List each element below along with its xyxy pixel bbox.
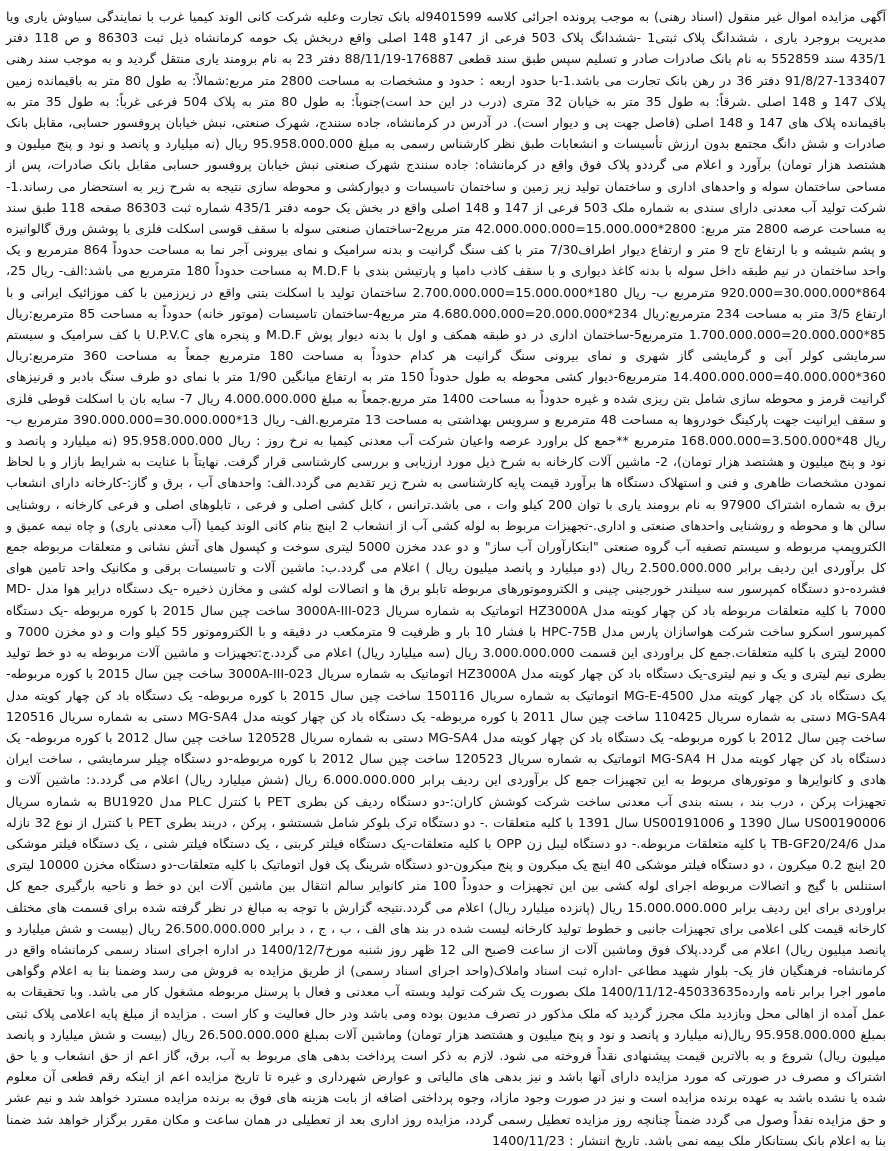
- publish-date: 1400/11/23: [492, 1132, 565, 1148]
- auction-notice: [6, 6, 886, 1151]
- notice-body: آگهی مزایده اموال غیر منقول (اسناد رهنی) به موجب پرونده اجرائی کلاسه 9401599له بانک تجارت وعلیه شرکت کانی الوند کیمیا غرب با نمایندگی سیاوش یاری ویا مدیریت بروجرد یاری ، ششدانگ پلاک ثبتی1 -ششدانگ پلاک 503 فرعی از 147و 148 اصلی واقع دربخش یک حومه کرمانشاه ذیل ثبت 86303 و ص 118 دفتر 435/1 سند 552859 به نام بانک صادرات صادر و تسلیم سپس طبق سند قطعی 176887-88/11/19 دفتر 23 به نام برومند یاری منتقل گردید و به موجب سند رهنی 133407-91/8/27 دفتر 36 در رهن بانک تجارت می باشد.1-با حدود اربعه : حدود و مشخصات به مساحت 2800 متر مربع:شمالاً: به طول 80 متر به باقیمانده زمین پلاک 147 و 148 اصلی .شرقاً: به طول 35 متر به خیابان 32 متری (درب در این حد است)جنوباً: به طول 80 متر به پلاک 504 فرعی غرباً: به طول 35 متر به باقیمانده پلاک های 147 و 148 اصلی (فاصل جهت پی و دیوار است). در آدرس در کرمانشاه، جاده سنندج، شهرک صنعتی، نبش خیابان پروفسور حسابی، مقابل بانک صادرات و شش دانگ مجتمع بدون ارزش تأسیسات و انشعابات طبق نظر کارشناس رسمی به مبلغ 95.958.000.000 ریال (نه میلیارد و پانصد و نود و پنج میلیون و هشتصد هزار تومان) برآورد و اعلام می گرددو پلاک فوق واقع در کرمانشاه: جاده سنندج شهرک صنعتی نبش خیابان پروفسور حسابی مقابل بانک صادرات، پس از مساحی ساختمان سوله و واحدهای اداری و ساختمان تولید زیر زمین و ساختمان تاسیسات و دیوارکشی و محوطه سازی نتیجه به شرح زیر به استحضار می رساند.1-شرکت تولید آب معدنی دارای سندی به شماره ملک 503 فرعی از 147 و 148 اصلی واقع در بخش یک حومه دفتر 435/1 شماره ثبت 86303 صفحه 118 طبق سند به مساحت عرصه 2800 متر مربع: 2800*15.000.000=42.000.000.000 متر مربع2-ساختمان صنعتی سوله با سقف قوسی اسکلت فلزی با پوشش ورق گالوانیزه و پشم شیشه و با ارتفاع تاج 9 متر و ارتفاع دیوار اطراف7/30 متر با کف سنگ گرانیت و بدنه سرامیک و نمای بیرونی آجر نما به مساحت حدوداً 864 مترمربع و یک واحد ساختمان در نیم طبقه داخل سوله با بدنه کاغذ دیواری و با سقف کاذب دامپا و پارتیشن بندی با M.D.F به مساحت حدوداً 180 مترمربع می باشد:الف- ریال 25، 864*30.000.000=920.000 مترمربع ب- ریال 180*15.000.000=2.700.000.000 ساختمان تولید با اسکلت بتنی واقع در زیرزمین با کف موزائیک ایرانی و با ارتفاع 3/5 متر به مساحت 234 مترمربع:ریال 234*20.000.000=4.680.000.000 متر مربع4-ساختمان تاسیسات (موتور خانه) حدوداً به مساحت 85 مترمربع:ریال 85*20.000.000=1.700.000.000 مترمربع5-ساختمان اداری در دو طبقه همکف و اول با بدنه دیوار پوش M.D.F و پنجره های U.P.V.C با کف سرامیک و سیستم سرمایشی کولر آبی و گرمایشی گاز شهری و نمای بیرونی سنگ گرانیت هر کدام حدوداً به مساحت 180 مترمربع جمعاً به مساحت 360 مترمربع:ریال 360*40.000.000=14.400.000.000 مترمربع6-دیوار کشی محوطه به طول حدوداً 150 متر به ارتفاع میانگین 1/90 متر با نمای دو طرف سنگ بادبر و قرنیزهای گرانیت قرمز و محوطه سازی شامل بتن ریزی شده و غیره حدوداً به مساحت 1400 متر مربع.جمعاً به مبلغ 4.000.000.000 ریال 7- سایه بان با اسکلت قوطی فلزی و سقف ایرانیت جهت پارکینگ خودروها به مساحت 48 مترمربع و سرویس بهداشتی به مساحت 13 مترمربع.الف- ریال 13*30.000.000=390.000.000 مترمربع ب- ریال 48*3.500.000=168.000.000 مترمربع **جمع کل براورد عرصه واعیان شرکت آب معدنی کیمیا به نرخ روز : ریال 95.958.000.000 (نه میلیارد و پانصد و نود و پنج میلیون و هشتصد هزار تومان)، 2- ماشین آلات کارخانه به شرح ذیل مورد ارزیابی و بررسی کارشناسی قرار گرفت. نهایتاً با عنایت به شرایط بازار و با لحاظ نمودن مشخصات ظاهری و فنی و استهلاک دستگاه ها برآورد قیمت پایه کارشناسی به شرح زیر تقدیم می گردد.الف: واحدهای آب ، برق و گاز:-کارخانه دارای انشعاب برق به شماره اشتراک 97900 به نام برومند یاری با توان 200 کیلو وات ، می باشد.ترانس ، کابل کشی اصلی و فرعی ، تابلوهای اصلی و فرعی کارخانه ، روشنایی سالن ها و محوطه و روشنایی واحدهای صنعتی و اداری.-تجهیزات مربوط به لوله کشی آب از انشعاب 2 اینچ بنام کانی الوند کیمیا (آب معدنی یاری) و چاه نیمه عمیق و الکتروپمپ مربوطه و سیستم تصفیه آب گروه صنعتی "ابتکارآوران آب ساز" و دو عدد مخزن 5000 لیتری سوخت و کپسول های آتش نشانی و متعلقات مربوطه جمع کل برآوردی این ردیف برابر 2.500.000.000 ریال (دو میلیارد و پانصد میلیون ریال ) اعلام می گردد.ب: ماشین آلات و تاسیسات برقی و مکانیک واحد تامین هوای فشرده-دو دستگاه کمپرسور سه سیلندر خورجینی چینی و الکتروموتورهای مربوطه تابلو برق ها و اتصالات لوله کشی و مخازن ذخیره -یک دستگاه درایر هوا مدل MD-7000 با کلیه متعلقات مربوطه باد کن چهار کویته مدل HZ3000A اتوماتیک به شماره سریال 023-3000A-III ساخت چین سال 2015 با کوره مربوطه -یک دستگاه کمپرسور اسکرو ساخت شرکت هواسازان پارس مدل HPC-75B با فشار 10 بار و ظرفیت 9 مترمکعب در دقیقه و با الکتروموتور 55 کیلو وات و دو مخزن 7000 و 2000 لیتری با کلیه متعلقات.جمع کل براوردی این قسمت 3.000.000.000 ریال (سه میلیارد ریال) اعلام می گردد.ج:تجهیزات و ماشین آلات مربوطه به دو خط تولید بطری نیم لیتری و یک و نیم لیتری-یک دستگاه باد کن چهار کویته مدل HZ3000A اتوماتیک به شماره سریال 023-3000A-III ساخت چین سال 2015 با کوره مربوطه-یک دستگاه باد کن چهار کویته مدل MG-E-4500 اتوماتیک به شماره سریال 150116 ساخت چین سال 2015 با کوره مربوطه- یک دستگاه باد کن چهار کویته مدل MG-SA4 دستی به شماره سریال 110425 ساخت چین سال 2011 با کوره مربوطه- یک دستگاه باد کن چهار کویته مدل MG-SA4 دستی به شماره سریال 120516 ساخت چین سال 2012 با کوره مربوطه- یک دستگاه باد کن چهار کویته مدل MG-SA4 دستی به شماره سریال 120528 ساخت چین سال 2012 با کوره مربوطه- یک دستگاه باد کن چهار کویته مدل MG-SA4 H اتوماتیک به شماره سریال 120523 ساخت چین سال 2012 با کوره مربوطه-دو دستگاه چیلر سرمایشی ، ساخت ایران هادی و کانوایرها و موتورهای مربوط به این تجهیزات جمع کل برآوردی این ردیف برابر 6.000.000.000 ریال (شش میلیارد ریال) اعلام می گردد.د: ماشین آلات و تجهیزات پرکن ، درب بند ، بسته بندی آب معدنی ساخت شرکت کوشش کاران:-دو دستگاه ردیف کن بطری PET با کنترل PLC مدل BU1920 به شماره سریال US00190006 سال 1390 و US00191006 سال 1391 با کلیه متعلقات .- دو دستگاه ترک بلوکر شامل شستشو ، پرکن ، دربند بطری PET با کنترل از نوع 32 نازله مدل TB-GF20/24/6 با کلیه متعلقات مربوطه.- دو دستگاه لیبل زن OPP با کلیه متعلقات-یک دستگاه فیلتر کربنی ، یک دستگاه فیلتر شنی ، یک دستگاه فیلتر موشکی 20 اینچ 0.2 میکرون ، دو دستگاه فیلتر موشکی 40 اینچ یک میکرون و پنج میکرون-دو دستگاه شرینگ پک فول اتوماتیک با کلیه متعلقات-دو دستگاه مخزن 10000 لیتری استنلس با گیج و اتصالات مربوطه اجرای لوله کشی بین این تجهیزات و حدوداً 100 متر کانوایر سالم انتقال بین ماشین آلات این دو خط و ناحیه بارگیری جمع کل براوردی برای این ردیف برابر 15.000.000.000 ریال (پانزده میلیارد ریال) اعلام می گردد.نتیجه گزارش با توجه به مبالغ در نظر گرفته شده برای قسمت های مختلف کارخانه قیمت کلی اعلامی برای تجهیزات جانبی و خطوط تولید کارخانه لیست شده در بند های الف ، ب ، ج ، د برابر 26.500.000.000 ریال (بیست و شش میلیارد و پانصد میلیون ریال) اعلام می گردد.پلاک فوق وماشین آلات از ساعت 9صبح الی 12 ظهر روز شنبه مورخ1400/12/7 در اداره اجرای اسناد رسمی کرمانشاه واقع در کرمانشاه- فرهنگیان فاز یک- بلوار شهید مطاعی -اداره ثبت اسناد واملاک(واحد اجرای اسناد رسمی) از طریق مزایده به فروش می رسد وضمنا بنا به اعلام وگواهی مامور اجرا برابر نامه وارده45033635-1400/11/12 ملک بصورت یک شرکت تولید وبسته آب معدنی و فعال با پرسنل مربوطه مشغول کار می باشد. وبا تحقیقات به عمل آمده از اهالی محل وبازدید ملک مجرز گردید که ملک مذکور در تصرف مدیون بوده ومی باشد ودر حال فعالیت و کار است . مزایده از مبلغ پایه اعلامی پلاک ثبتی بمبلغ 95.958.000.000 ریال(نه میلیارد و پانصد و نود و پنج میلیون و هشتصد هزار تومان) وماشین آلات بمبلغ 26.500.000.000 ریال (بیست و شش میلیارد و پانصد میلیون ریال) شروع و به بالاترین قیمت پیشنهادی نقداً فروخته می شود. لازم به ذکر است پرداخت بدهی های مربوط به آب، برق، گاز اعم از حق انشعاب و یا حق اشتراک و مصرف در صورتی که مورد مزایده دارای آنها باشد و نیز بدهی های مالیاتی و عوارض شهرداری و غیره تا تاریخ مزایده اعم از اینکه رقم قطعی آن معلوم شده یا نشده باشد به عهده برنده مزایده است و نیز در صورت وجود مازاد، وجوه پرداختی اضافه از بابت هزینه های فوق به برنده مزایده مسترد خواهد شد و نیم عشر و حق مزایده نقداً وصول می گردد ضمناً چنانچه روز مزایده تعطیل رسمی گردد، مزایده روز اداری بعد از تعطیلی در همان ساعت و مکان مقرر برگزار خواهد شد ضمنا بنا به اعلام بانک بستانکار ملک بیمه نمی باشد. تاریخ انتشار :: [6, 9, 887, 1148]
